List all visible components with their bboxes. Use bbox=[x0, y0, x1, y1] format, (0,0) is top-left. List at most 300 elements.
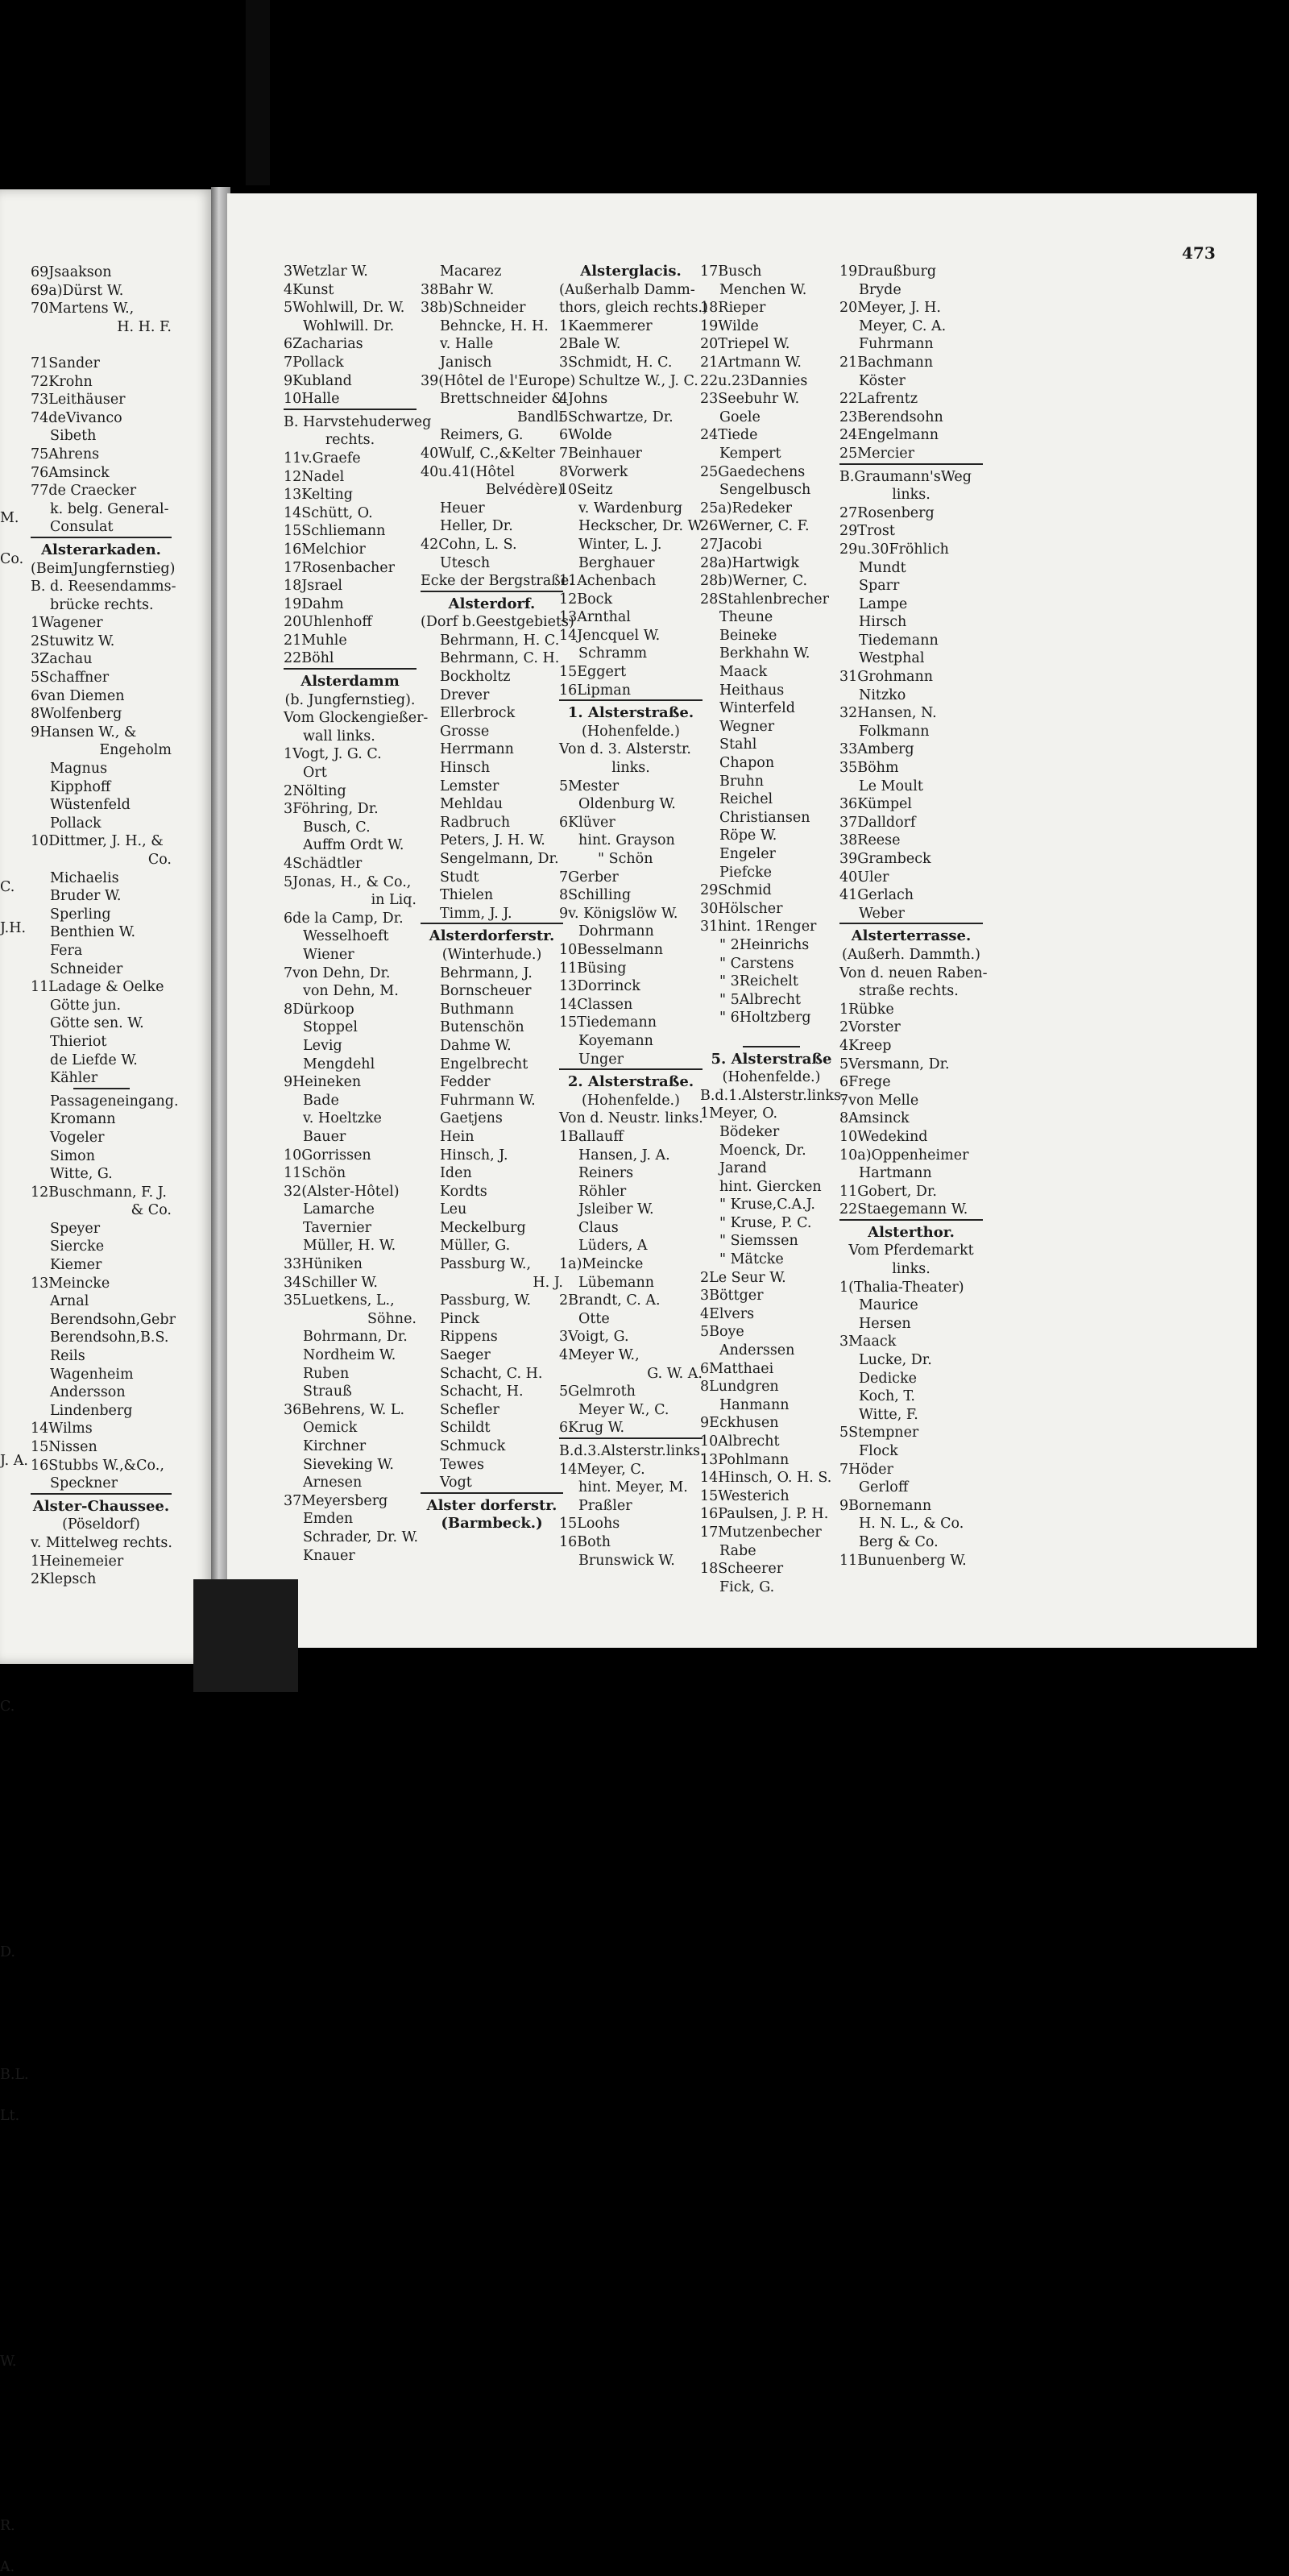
directory-entry: 1Vogt, J. G. C. bbox=[284, 746, 382, 763]
directory-entry: Kempert bbox=[719, 445, 781, 462]
directory-entry: 71Sander bbox=[31, 355, 100, 371]
edge-fragment: M. bbox=[0, 510, 19, 527]
edge-fragment: A. bbox=[0, 2558, 15, 2575]
directory-entry: 26Werner, C. F. bbox=[700, 518, 810, 535]
directory-entry: Schacht, H. bbox=[440, 1383, 524, 1400]
directory-entry: Lemster bbox=[440, 778, 499, 794]
directory-entry: Consulat bbox=[50, 519, 114, 536]
directory-entry: Brettschneider & bbox=[440, 391, 564, 408]
directory-entry: Schmuck bbox=[440, 1438, 506, 1454]
directory-entry: hint. Giercken bbox=[719, 1178, 822, 1195]
directory-entry: 6Zacharias bbox=[284, 336, 363, 353]
directory-entry: 13Meincke bbox=[31, 1275, 110, 1292]
directory-entry: (Hohenfelde.) bbox=[722, 1069, 821, 1086]
directory-entry: 3Föhring, Dr. bbox=[284, 801, 379, 818]
directory-entry: Claus bbox=[578, 1219, 619, 1236]
directory-entry: 31Grohmann bbox=[839, 669, 933, 686]
directory-entry: Behncke, H. H. bbox=[440, 317, 549, 334]
directory-entry: Hartmann bbox=[859, 1165, 932, 1182]
directory-entry: Studt bbox=[440, 869, 479, 886]
directory-entry: Kipphoff bbox=[50, 778, 111, 795]
directory-entry: 13Kelting bbox=[284, 487, 353, 504]
directory-entry: Leu bbox=[440, 1201, 467, 1218]
directory-entry: 12Bock bbox=[559, 591, 613, 608]
directory-entry: 10Albrecht bbox=[700, 1433, 780, 1450]
directory-entry: Stoppel bbox=[303, 1019, 358, 1036]
street-heading: Alster-Chaussee. bbox=[32, 1497, 170, 1515]
directory-entry: Thieriot bbox=[50, 1033, 107, 1050]
directory-entry: Grosse bbox=[440, 723, 490, 740]
directory-entry: 13Pohlmann bbox=[700, 1451, 790, 1468]
directory-entry: " 6Holtzberg bbox=[719, 1010, 811, 1027]
directory-entry: 69a)Dürst W. bbox=[31, 282, 124, 299]
directory-entry: Lüders, A bbox=[578, 1238, 648, 1255]
directory-entry: Heuer bbox=[440, 500, 485, 516]
directory-entry: Fera bbox=[50, 942, 83, 959]
directory-entry: 18Rieper bbox=[700, 300, 766, 317]
directory-entry: thors, gleich rechts.) bbox=[559, 300, 708, 317]
directory-entry: 29u.30Fröhlich bbox=[839, 541, 949, 558]
directory-entry: Otte bbox=[578, 1310, 610, 1327]
edge-fragment: D. bbox=[0, 1943, 15, 1960]
directory-entry: Sengelbusch bbox=[719, 482, 811, 499]
directory-entry: Passburg W., bbox=[440, 1256, 532, 1273]
page-number: 473 bbox=[1182, 243, 1216, 263]
directory-entry: 4Elvers bbox=[700, 1305, 755, 1322]
directory-entry: Auffm Ordt W. bbox=[303, 837, 404, 854]
street-heading: 5. Alsterstraße bbox=[711, 1050, 832, 1068]
directory-entry: Moenck, Dr. bbox=[719, 1142, 806, 1159]
directory-entry: Kromann bbox=[50, 1111, 116, 1128]
directory-entry: Speckner bbox=[50, 1475, 118, 1492]
directory-entry: 5Gelmroth bbox=[559, 1383, 636, 1400]
directory-entry: 7Beinhauer bbox=[559, 445, 642, 462]
directory-entry: (Hohenfelde.) bbox=[582, 723, 680, 740]
directory-entry: Thielen bbox=[440, 887, 494, 904]
directory-entry: 9Heineken bbox=[284, 1074, 362, 1091]
directory-entry: 15Nissen bbox=[31, 1439, 97, 1455]
directory-entry: 5Versmann, Dr. bbox=[839, 1056, 950, 1072]
directory-entry: Engeler bbox=[719, 846, 776, 862]
directory-entry: 39Grambeck bbox=[839, 851, 931, 867]
directory-entry: in Liq. bbox=[371, 892, 417, 909]
directory-entry: 18Jsrael bbox=[284, 578, 343, 595]
directory-entry: Berkhahn W. bbox=[719, 645, 810, 662]
directory-entry: 21Muhle bbox=[284, 632, 347, 649]
directory-entry: 17Busch bbox=[700, 263, 762, 280]
directory-entry: 74deVivanco bbox=[31, 409, 122, 426]
directory-entry: 1Ballauff bbox=[559, 1128, 624, 1145]
directory-entry: Macarez bbox=[440, 263, 502, 280]
directory-entry: 20Uhlenhoff bbox=[284, 614, 372, 631]
directory-entry: Folkmann bbox=[859, 723, 930, 740]
left-page bbox=[0, 189, 213, 2575]
directory-entry: Witte, F. bbox=[859, 1406, 918, 1423]
directory-entry: 33Amberg bbox=[839, 741, 914, 758]
directory-entry: 4Kreep bbox=[839, 1037, 892, 1054]
directory-entry: Behrmann, J. bbox=[440, 964, 533, 981]
directory-entry: 76Amsinck bbox=[31, 464, 110, 481]
directory-entry: 11Bunuenberg W. bbox=[839, 1552, 967, 1569]
directory-entry: Michaelis bbox=[50, 869, 119, 886]
directory-entry: 9v. Königslöw W. bbox=[559, 905, 678, 922]
directory-entry: Co. bbox=[147, 852, 172, 868]
directory-entry: Reimers, G. bbox=[440, 427, 524, 444]
directory-entry: 2Nölting bbox=[284, 782, 346, 799]
directory-entry: Heller, Dr. bbox=[440, 518, 513, 535]
directory-entry: H. J. bbox=[533, 1274, 563, 1291]
directory-entry: Schramm bbox=[578, 645, 648, 662]
edge-fragment: Co. bbox=[0, 550, 24, 567]
directory-entry: " Kruse,C.A.J. bbox=[719, 1197, 815, 1213]
directory-column-4 bbox=[700, 263, 846, 1596]
directory-entry: 10a)Oppenheimer bbox=[839, 1147, 969, 1164]
directory-entry: 13Arnthal bbox=[559, 609, 631, 626]
binding-strap-bottom bbox=[193, 1579, 298, 1692]
directory-entry: Dedicke bbox=[859, 1370, 917, 1387]
directory-entry: Wüstenfeld bbox=[50, 797, 131, 814]
directory-entry: 11Achenbach bbox=[559, 573, 657, 590]
directory-entry: 4Kunst bbox=[284, 281, 334, 298]
directory-entry: Winterfeld bbox=[719, 700, 795, 717]
directory-entry: 15Loohs bbox=[559, 1516, 620, 1533]
directory-entry: H. N. L., & Co. bbox=[859, 1516, 964, 1533]
directory-entry: Hein bbox=[440, 1128, 475, 1145]
directory-entry: 40Uler bbox=[839, 869, 889, 886]
directory-entry: " 3Reichelt bbox=[719, 973, 798, 990]
directory-entry: Benthien W. bbox=[50, 924, 136, 941]
directory-entry bbox=[700, 1027, 843, 1046]
directory-entry: Schultze W., J. C. bbox=[578, 372, 698, 389]
directory-entry: Bockholtz bbox=[440, 669, 511, 686]
directory-entry: Sengelmann, Dr. bbox=[440, 851, 559, 867]
directory-entry: (Dorf b.Geestgebiets) bbox=[421, 614, 574, 631]
directory-entry: 36Behrens, W. L. bbox=[284, 1401, 405, 1418]
street-heading: Alsterterrasse. bbox=[851, 927, 972, 945]
directory-entry: Theune bbox=[719, 609, 773, 626]
directory-entry: Hanmann bbox=[719, 1396, 790, 1413]
directory-entry: 7von Dehn, Dr. bbox=[284, 964, 391, 981]
directory-entry: 28Stahlenbrecher bbox=[700, 591, 829, 608]
directory-entry: Fuhrmann bbox=[859, 336, 934, 353]
directory-entry: Weber bbox=[859, 905, 905, 922]
directory-entry: 12Nadel bbox=[284, 468, 345, 485]
directory-entry: 22Böhl bbox=[284, 650, 334, 667]
directory-entry: 6Frege bbox=[839, 1074, 891, 1091]
directory-entry: 8Dürkoop bbox=[284, 1001, 354, 1018]
street-heading: Alster dorferstr. bbox=[426, 1496, 557, 1514]
directory-entry: 1(Thalia-Theater) bbox=[839, 1279, 964, 1296]
directory-entry: 25a)Redeker bbox=[700, 500, 792, 516]
directory-entry: 5Stempner bbox=[839, 1425, 919, 1441]
edge-fragment: J. A. bbox=[0, 1452, 28, 1469]
directory-entry: Kordts bbox=[440, 1183, 487, 1200]
directory-entry: 9Hansen W., & bbox=[31, 724, 137, 740]
directory-entry: Koyemann bbox=[578, 1032, 653, 1049]
directory-entry: 10Besselmann bbox=[559, 941, 663, 958]
directory-entry: Röpe W. bbox=[719, 828, 777, 844]
directory-entry: Tewes bbox=[440, 1456, 484, 1473]
directory-entry: Behrmann, C. H. bbox=[440, 650, 560, 667]
directory-entry: Ecke der Bergstraße. bbox=[421, 573, 574, 590]
directory-entry: Müller, G. bbox=[440, 1238, 511, 1255]
directory-entry: Von d. Neustr. links. bbox=[559, 1110, 703, 1127]
directory-entry: 19Draußburg bbox=[839, 263, 937, 280]
directory-entry: " Carstens bbox=[719, 955, 794, 972]
directory-entry: (Winterhude.) bbox=[441, 946, 542, 963]
street-heading: Alsterdamm bbox=[300, 673, 400, 691]
street-heading: Alsterglacis. bbox=[580, 263, 682, 280]
directory-entry: Oemick bbox=[303, 1420, 358, 1437]
directory-entry: 7Pollack bbox=[284, 354, 344, 371]
directory-entry: 23Seebuhr W. bbox=[700, 391, 800, 408]
directory-entry: Hinsch bbox=[440, 760, 491, 777]
directory-entry: Unger bbox=[578, 1051, 624, 1068]
directory-entry: 20Triepel W. bbox=[700, 336, 790, 353]
directory-entry: Bornscheuer bbox=[440, 983, 532, 1000]
directory-entry: de Liefde W. bbox=[50, 1052, 138, 1068]
directory-entry: 73Leithäuser bbox=[31, 392, 126, 409]
directory-entry: Westphal bbox=[859, 650, 925, 667]
street-heading: 1. Alsterstraße. bbox=[567, 704, 694, 722]
directory-entry: Berendsohn,B.S. bbox=[50, 1329, 169, 1346]
directory-entry: Gaetjens bbox=[440, 1110, 503, 1127]
directory-entry: 69Jsaakson bbox=[31, 264, 112, 280]
directory-entry: Wohlwill. Dr. bbox=[303, 317, 395, 334]
directory-entry: 15Schliemann bbox=[284, 523, 386, 540]
directory-entry: Vom Glockengießer- bbox=[284, 710, 429, 727]
directory-entry: (Außerhalb Damm- bbox=[559, 281, 695, 298]
directory-entry: 3Zachau bbox=[31, 651, 93, 668]
directory-entry: Bruder W. bbox=[50, 888, 122, 905]
directory-entry: 7von Melle bbox=[839, 1092, 919, 1109]
directory-entry: 40Wulf, C.,&Kelter bbox=[421, 445, 556, 462]
directory-entry: Vogt bbox=[440, 1475, 472, 1491]
directory-entry: Vogeler bbox=[50, 1129, 105, 1146]
directory-entry: 11Büsing bbox=[559, 960, 627, 977]
directory-entry: 2Vorster bbox=[839, 1019, 901, 1036]
directory-entry: 10Wedekind bbox=[839, 1128, 928, 1145]
directory-entry: Röhler bbox=[578, 1183, 627, 1200]
directory-entry: 35Böhm bbox=[839, 760, 899, 777]
directory-entry: 2Klepsch bbox=[31, 1571, 97, 1588]
directory-entry: G. W. A. bbox=[647, 1365, 703, 1382]
directory-entry: 16Melchior bbox=[284, 541, 366, 558]
directory-entry: 14Hinsch, O. H. S. bbox=[700, 1470, 832, 1487]
directory-entry: 7Gerber bbox=[559, 869, 619, 886]
directory-entry: Von d. 3. Alsterstr. bbox=[559, 741, 691, 758]
directory-entry: Bandli bbox=[517, 409, 563, 425]
directory-entry: 14Jencquel W. bbox=[559, 627, 661, 644]
edge-fragment: B.L. bbox=[0, 2067, 29, 2084]
directory-entry: 11v.Graefe bbox=[284, 450, 361, 467]
directory-entry: Von d. neuen Raben- bbox=[839, 964, 988, 981]
directory-entry: Reichel bbox=[719, 791, 773, 808]
directory-entry: 34Schiller W. bbox=[284, 1274, 378, 1291]
directory-entry: 6Wolde bbox=[559, 427, 612, 444]
directory-entry: Winter, L. J. bbox=[578, 536, 662, 553]
directory-entry: 3Wetzlar W. bbox=[284, 263, 368, 280]
directory-entry: Köster bbox=[859, 372, 906, 389]
directory-entry: Kähler bbox=[50, 1070, 98, 1087]
directory-entry: 12Buschmann, F. J. bbox=[31, 1184, 167, 1201]
directory-entry: 10Dittmer, J. H., & bbox=[31, 833, 164, 850]
directory-entry: 77de Craecker bbox=[31, 483, 137, 500]
edge-fragment: C. bbox=[0, 878, 15, 895]
directory-entry: Brunswick W. bbox=[578, 1552, 675, 1569]
directory-entry: 75Ahrens bbox=[31, 446, 100, 463]
directory-entry: k. belg. General- bbox=[50, 500, 169, 517]
directory-entry: Bryde bbox=[859, 281, 901, 298]
directory-entry: " Schön bbox=[598, 851, 653, 867]
directory-entry: 23Berendsohn bbox=[839, 409, 943, 425]
directory-entry: & Co. bbox=[131, 1202, 172, 1219]
directory-entry: " Kruse, P. C. bbox=[719, 1214, 812, 1231]
directory-entry: 18Scheerer bbox=[700, 1561, 784, 1578]
directory-entry: 10Gorrissen bbox=[284, 1147, 371, 1164]
directory-entry: 2Bale W. bbox=[559, 336, 621, 353]
directory-entry: Hinsch, J. bbox=[440, 1147, 508, 1164]
directory-entry: links. bbox=[892, 487, 930, 504]
directory-entry: 29Trost bbox=[839, 523, 895, 540]
directory-entry: Gerloff bbox=[859, 1479, 909, 1496]
directory-entry: 2Stuwitz W. bbox=[31, 633, 115, 649]
directory-entry: Schildt bbox=[440, 1420, 491, 1437]
directory-entry: Busch, C. bbox=[303, 819, 371, 836]
directory-entry: 17Rosenbacher bbox=[284, 559, 396, 576]
directory-entry: B.d.3.Alsterstr.links. bbox=[559, 1443, 705, 1459]
directory-entry: Heckscher, Dr. W. bbox=[578, 518, 705, 535]
street-heading: 2. Alsterstraße. bbox=[567, 1073, 694, 1091]
directory-entry: Jarand bbox=[719, 1160, 767, 1177]
directory-entry: 24Engelmann bbox=[839, 427, 939, 444]
directory-entry: Reiners bbox=[578, 1165, 634, 1182]
directory-entry: 41Gerlach bbox=[839, 887, 914, 904]
directory-entry: Mehldau bbox=[440, 796, 504, 813]
directory-entry: Emden bbox=[303, 1511, 354, 1528]
directory-entry: Berghauer bbox=[578, 554, 655, 571]
directory-entry: 16Lipman bbox=[559, 682, 631, 699]
directory-entry: Belvédère) bbox=[485, 482, 563, 499]
directory-entry: 21Artmann W. bbox=[700, 354, 802, 371]
edge-fragment: C. bbox=[0, 1698, 15, 1715]
directory-entry: 1Rübke bbox=[839, 1001, 894, 1018]
directory-entry: 14Meyer, C. bbox=[559, 1461, 645, 1478]
directory-entry: 5Schwartze, Dr. bbox=[559, 409, 674, 425]
directory-entry: Engelbrecht bbox=[440, 1056, 528, 1072]
directory-entry: 5Jonas, H., & Co., bbox=[284, 873, 412, 890]
directory-entry: 11Schön bbox=[284, 1165, 346, 1182]
directory-entry: 3Maack bbox=[839, 1334, 897, 1350]
directory-entry: 5Boye bbox=[700, 1324, 744, 1341]
directory-entry: Mengdehl bbox=[303, 1056, 375, 1072]
directory-entry: 36Kümpel bbox=[839, 796, 912, 813]
directory-entry: Lampe bbox=[859, 595, 908, 612]
directory-entry: " 2Heinrichs bbox=[719, 936, 810, 953]
directory-entry: 9Kubland bbox=[284, 372, 352, 389]
directory-entry: hint. Meyer, M. bbox=[578, 1479, 688, 1496]
directory-entry: " Mätcke bbox=[719, 1251, 784, 1268]
directory-column-5 bbox=[839, 263, 988, 1570]
directory-entry: 14Classen bbox=[559, 996, 633, 1013]
directory-entry: 6de la Camp, Dr. bbox=[284, 910, 404, 927]
directory-entry: Wagenheim bbox=[50, 1366, 134, 1383]
directory-entry: Ort bbox=[303, 765, 327, 782]
directory-entry: Radbruch bbox=[440, 814, 511, 831]
directory-entry: Schrader, Dr. W. bbox=[303, 1529, 419, 1545]
directory-entry: Sieveking W. bbox=[303, 1456, 394, 1473]
directory-entry: 3Schmidt, H. C. bbox=[559, 354, 673, 371]
directory-entry: 6van Diemen bbox=[31, 687, 125, 704]
directory-entry: (Außerh. Dammth.) bbox=[842, 946, 980, 963]
street-heading: Alsterthor. bbox=[868, 1223, 955, 1241]
directory-entry: Schefler bbox=[440, 1401, 499, 1418]
directory-entry: 8Lundgren bbox=[700, 1379, 779, 1396]
directory-entry: Herrmann bbox=[440, 741, 514, 758]
directory-entry: v. Wardenburg bbox=[578, 500, 683, 516]
directory-entry: Nordheim W. bbox=[303, 1347, 396, 1364]
right-page bbox=[227, 193, 1257, 1648]
directory-entry: Piefcke bbox=[719, 864, 772, 881]
directory-entry: Bohrmann, Dr. bbox=[303, 1329, 408, 1346]
directory-entry: B. Harvstehuderweg bbox=[284, 413, 432, 430]
directory-entry: Magnus bbox=[50, 761, 108, 778]
directory-entry: 38Bahr W. bbox=[421, 281, 495, 298]
directory-entry: Praßler bbox=[578, 1497, 632, 1514]
directory-entry: 4Meyer W., bbox=[559, 1347, 640, 1364]
directory-entry: Hansen, J. A. bbox=[578, 1147, 670, 1164]
directory-entry: v. Hoeltzke bbox=[303, 1110, 382, 1127]
directory-entry: 38Reese bbox=[839, 832, 901, 849]
directory-entry: " 5Albrecht bbox=[719, 991, 802, 1008]
directory-entry: Timm, J. J. bbox=[440, 905, 512, 922]
directory-column-3 bbox=[559, 263, 708, 1570]
directory-entry: Butenschön bbox=[440, 1019, 524, 1036]
directory-entry: Christiansen bbox=[719, 809, 810, 826]
directory-entry: Knauer bbox=[303, 1547, 355, 1564]
directory-entry: 4Schädtler bbox=[284, 856, 363, 872]
directory-entry: Levig bbox=[303, 1037, 342, 1054]
directory-entry: B. d. Reesendamms- bbox=[31, 579, 176, 595]
directory-entry: 24Tiede bbox=[700, 427, 758, 444]
directory-entry: Arnal bbox=[50, 1293, 89, 1310]
directory-entry: " Siemssen bbox=[719, 1233, 798, 1250]
directory-entry: 5Mester bbox=[559, 778, 620, 794]
directory-entry: Andersson bbox=[50, 1384, 126, 1401]
directory-entry: Reils bbox=[50, 1348, 85, 1365]
left-page-column bbox=[31, 263, 179, 1589]
directory-entry: Schneider bbox=[50, 960, 123, 977]
directory-entry: Arnesen bbox=[303, 1475, 363, 1491]
directory-entry: Sparr bbox=[859, 578, 900, 595]
directory-entry: Hersen bbox=[859, 1315, 911, 1332]
directory-entry: 4Johns bbox=[559, 391, 608, 408]
edge-fragment: W. bbox=[0, 2354, 17, 2371]
directory-entry: 32(Alster-Hôtel) bbox=[284, 1183, 400, 1200]
directory-entry: 2Brandt, C. A. bbox=[559, 1292, 661, 1309]
directory-entry: 22u.23Dannies bbox=[700, 372, 808, 389]
directory-entry: Utesch bbox=[440, 554, 491, 571]
directory-entry: Bruhn bbox=[719, 773, 765, 790]
directory-entry: Saeger bbox=[440, 1347, 491, 1364]
directory-entry: Bauer bbox=[303, 1128, 346, 1145]
directory-entry: 15Eggert bbox=[559, 664, 627, 681]
directory-entry: 13Dorrinck bbox=[559, 978, 640, 995]
directory-entry: 25Gaedechens bbox=[700, 463, 806, 480]
directory-entry: 1Kaemmerer bbox=[559, 317, 653, 334]
directory-entry: straße rechts. bbox=[859, 983, 959, 1000]
directory-entry: H. H. F. bbox=[117, 318, 172, 335]
